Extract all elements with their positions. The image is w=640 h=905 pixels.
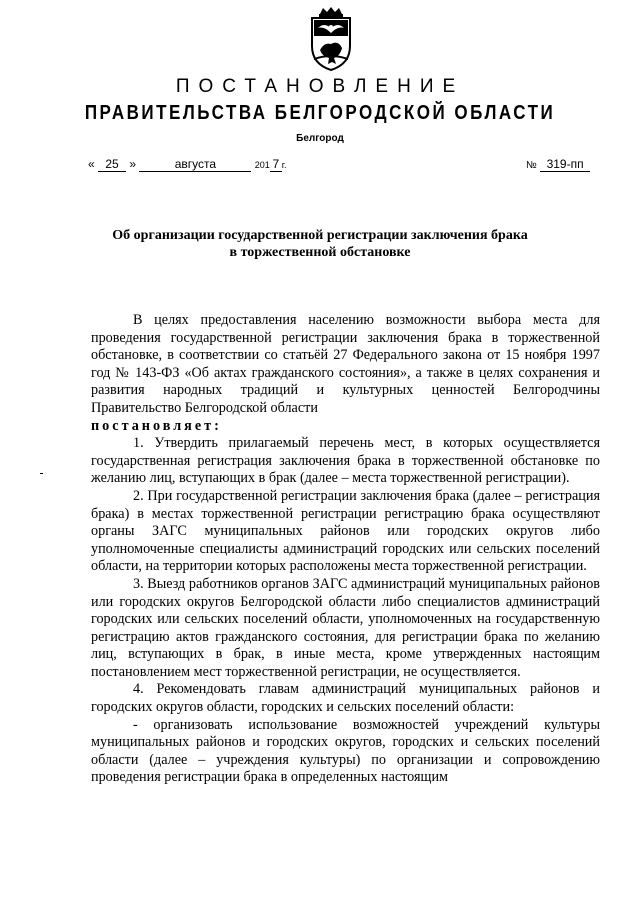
date-close-quote: » (129, 157, 137, 171)
list-item: 3. Выезд работников органов ЗАГС администраций муниципальных районов или городских округов Белгородской области либо специалистов администраций городских или сельских поселений области, уполномоченных на государственную регистрацию актов гражданского состояния, для регистрации брака по желанию лиц, вступающих в брак, в иные места, кроме утвержденных настоящим постановлением мест торжественной регистрации, не осуществляется. (91, 575, 600, 680)
decree-line (91, 418, 600, 436)
document-title-line-2: в торжественной обстановке (229, 245, 411, 260)
date-year-end: г. (281, 160, 287, 170)
list-item: - организовать использование возможностей учреждений культуры муниципальных районов и городских округов, городских и сельских поселений области (далее – учреждения культуры) по организации и сопровождению проведения регистрации брака в определенных настоящим (91, 716, 600, 786)
decree-colon: : (214, 417, 219, 434)
list-item: 2. При государственной регистрации заключения брака (далее – регистрация брака) в местах торжественной регистрации регистрацию брака осуществляют органы ЗАГС муниципальных районов или городских округов либо уполномоченные специалисты администраций городских или сельских поселений области, на территории которых расположены места торжественной регистрации. (91, 487, 600, 575)
number-value: 319-пп (540, 157, 590, 172)
margin-mark (40, 473, 43, 474)
document-type-heading: ПОСТАНОВЛЕНИЕ (175, 76, 465, 97)
document-body (91, 312, 600, 787)
date-open-quote: « (88, 157, 95, 171)
coat-of-arms-icon (304, 6, 358, 72)
document-date (88, 157, 286, 172)
date-year-suffix: 7 (270, 157, 282, 172)
document-number (526, 157, 590, 172)
city-label: Белгород (296, 133, 344, 144)
number-label: № (526, 160, 537, 171)
decree-word: постановляет (91, 417, 215, 434)
document-title (60, 227, 580, 261)
list-item: 1. Утвердить прилагаемый перечень мест, в которых осуществляется государственная регистрация заключения брака в торжественной обстановке по желанию лиц, вступающих в брак (далее – места торжественной регистрации). (91, 435, 600, 487)
issuing-authority-heading: ПРАВИТЕЛЬСТВА БЕЛГОРОДСКОЙ ОБЛАСТИ (84, 101, 556, 124)
intro-paragraph: В целях предоставления населению возможности выбора места для проведения государственной регистрации заключения брака в торжественной обстановке, в соответствии со статьёй 27 Федерального закона от 15 ноября 1997 год № 143-ФЗ «Об актах гражданского состояния», а также в целях сохранения и развития народных традиций и культурных ценностей Белгородчины Правительство Белгородской области (91, 312, 600, 416)
date-month: августа (139, 157, 251, 172)
date-day: 25 (98, 157, 126, 172)
document-title-line-1: Об организации государственной регистрации заключения брака (112, 228, 528, 243)
list-item: 4. Рекомендовать главам администраций муниципальных районов и городских округов области, городских и сельских поселений области: (91, 681, 600, 716)
date-year-prefix: 201 (254, 160, 270, 170)
